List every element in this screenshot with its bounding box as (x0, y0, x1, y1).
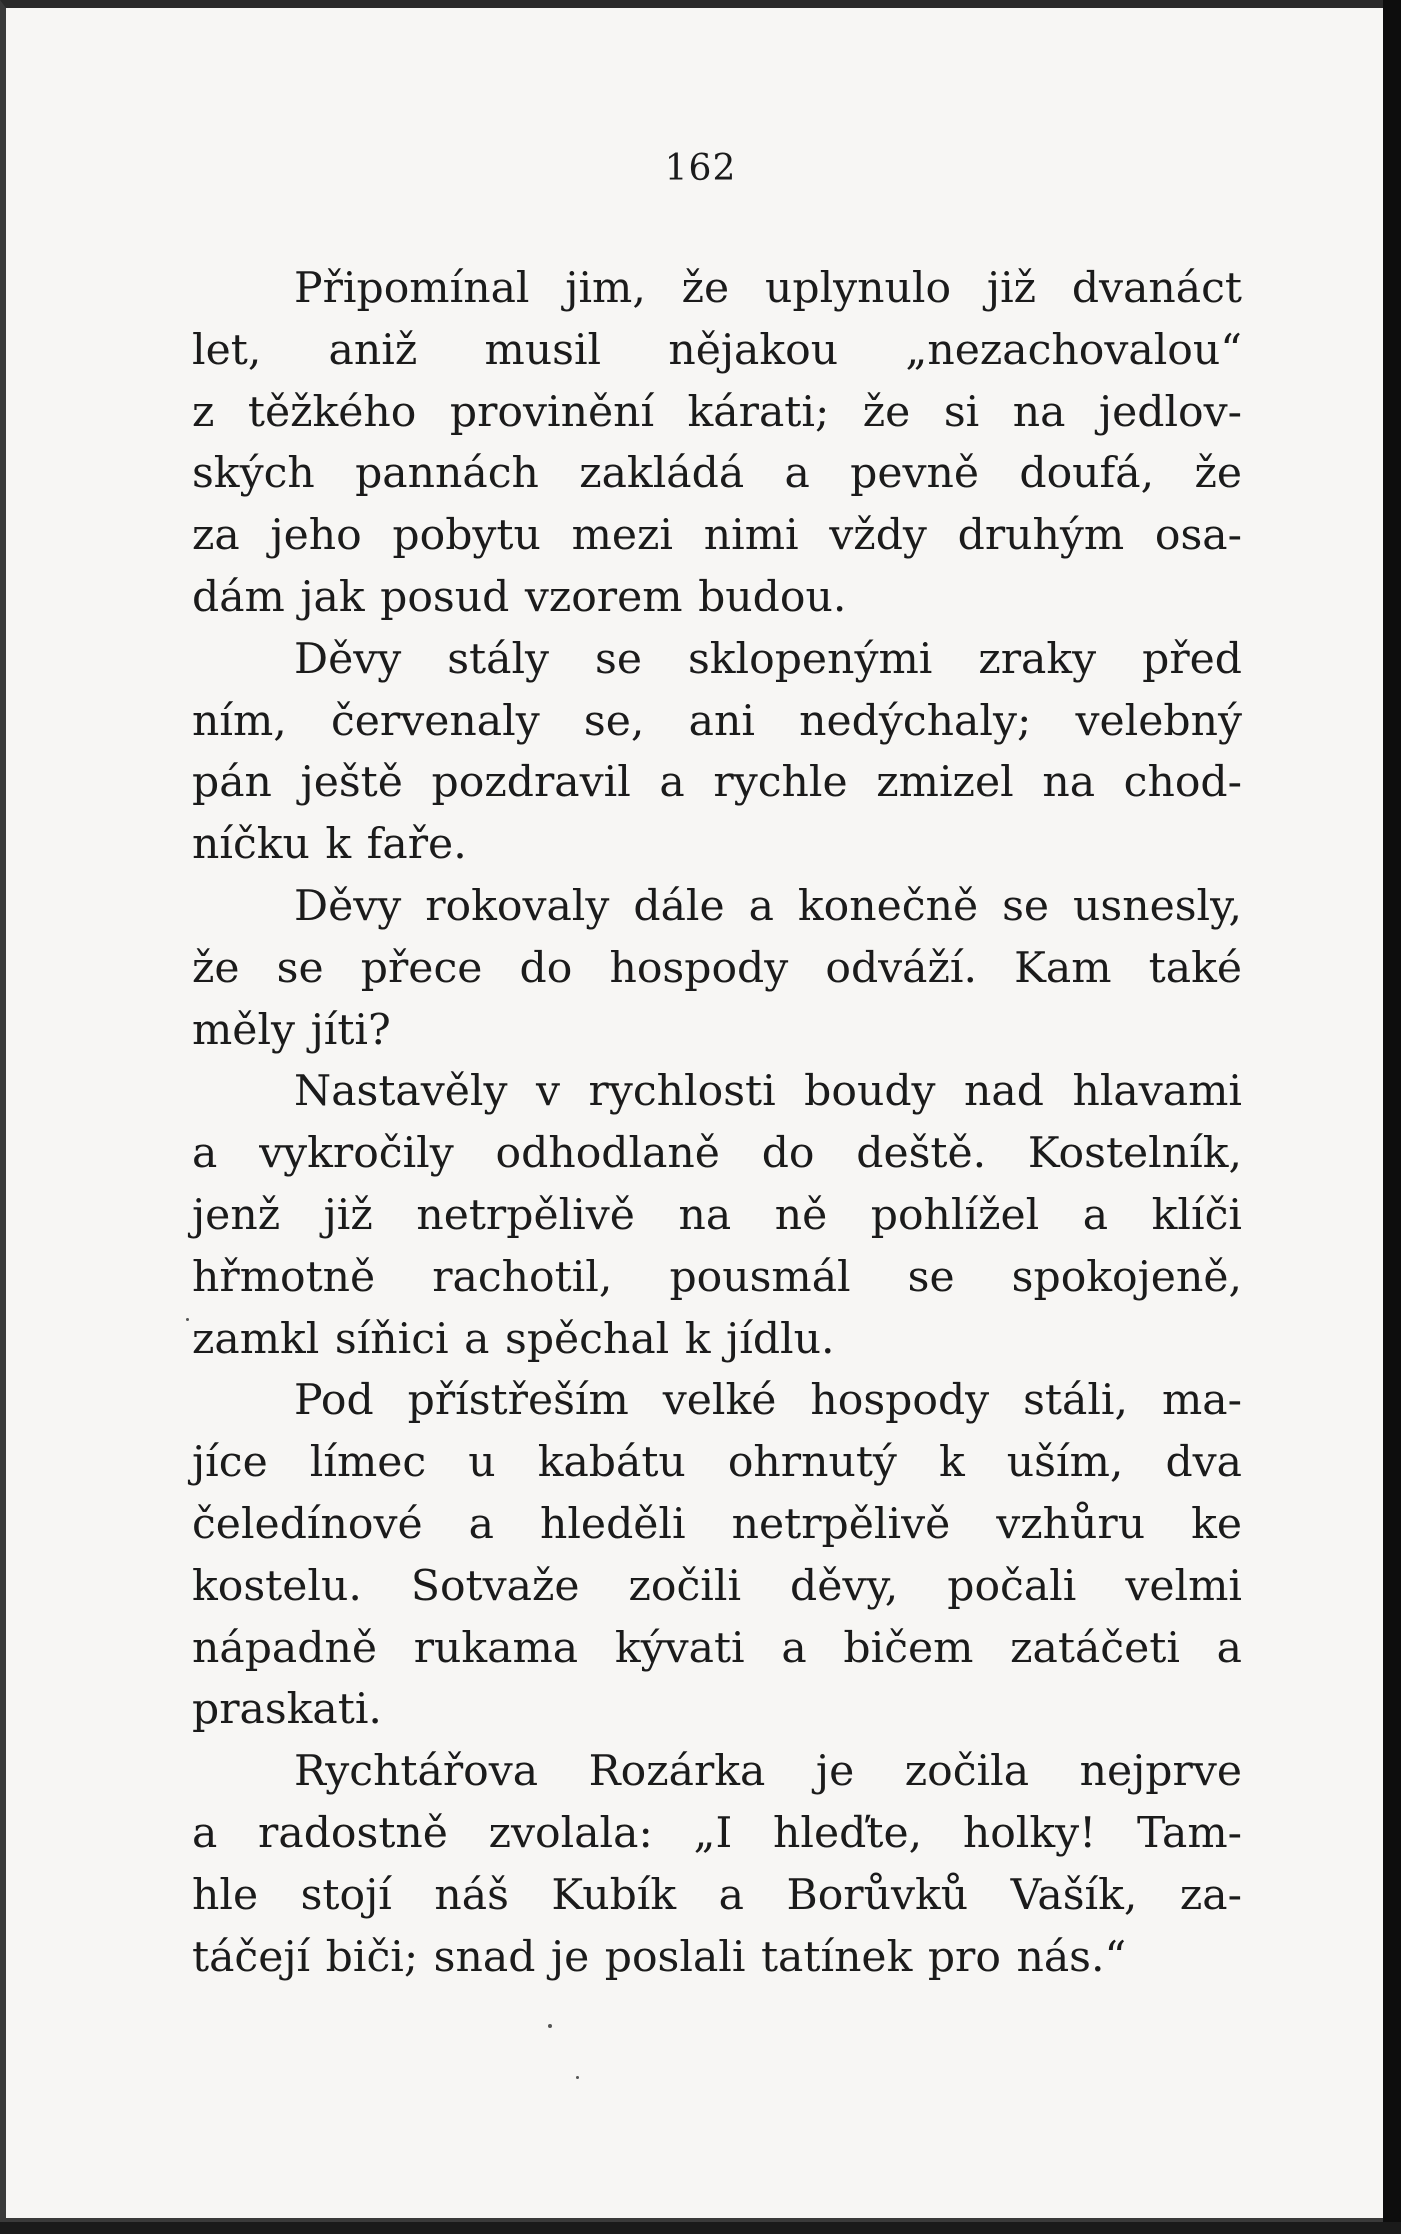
text-line: hle stojí náš Kubík a Borůvků Vašík, za- (192, 1870, 1242, 1920)
text-line: ských pannách zakládá a pevně doufá, že (192, 449, 1242, 499)
text-line: že se přece do hospody odváží. Kam také (192, 943, 1242, 993)
text-line: Rychtářova Rozárka je zočila nejprve (294, 1747, 1242, 1797)
print-speck (576, 2076, 579, 2079)
text-line: za jeho pobytu mezi nimi vždy druhým osa- (192, 511, 1242, 561)
text-line: hřmotně rachotil, pousmál se spokojeně, (192, 1252, 1242, 1302)
text-line: Připomínal jim, že uplynulo již dvanáct (294, 264, 1242, 313)
text-line: Děvy stály se sklopenými zraky před (294, 634, 1242, 684)
text-line: dám jak posud vzorem budou. (192, 572, 847, 622)
text-line: táčejí biči; snad je poslali tatínek pro nás.“ (192, 1932, 1127, 1982)
text-line: let, aniž musil nějakou „nezachovalou“ (192, 325, 1242, 375)
text-line: Děvy rokovaly dále a konečně se usnesly, (294, 881, 1242, 931)
text-line: pán ještě pozdravil a rychle zmizel na chod- (192, 758, 1242, 808)
text-line: a vykročily odhodlaně do deště. Kostelník, (192, 1129, 1242, 1179)
text-line: praskati. (192, 1685, 382, 1735)
text-line: měly jíti? (192, 1005, 391, 1055)
text-line: kostelu. Sotvaže zočili děvy, počali velmi (192, 1561, 1242, 1611)
text-line: nápadně rukama kývati a bičem zatáčeti a (192, 1623, 1242, 1673)
page-edge-bottom (0, 2222, 1401, 2234)
page-edge-right (1383, 0, 1401, 2234)
text-line: Pod přístřeším velké hospody stáli, ma- (294, 1376, 1242, 1426)
text-line: a radostně zvolala: „I hleďte, holky! Tam- (192, 1808, 1242, 1858)
text-line: jíce límec u kabátu ohrnutý k uším, dva (192, 1438, 1242, 1488)
text-line: z těžkého provinění kárati; že si na jedlov- (192, 387, 1242, 437)
text-line: Nastavěly v rychlosti boudy nad hlavami (294, 1067, 1242, 1117)
text-line: jenž již netrpělivě na ně pohlížel a klíči (192, 1190, 1242, 1240)
text-line: zamkl síňici a spěchal k jídlu. (192, 1314, 835, 1364)
print-speck (186, 1318, 189, 1321)
page-number: 162 (664, 148, 737, 189)
body-text (192, 258, 1242, 1988)
text-line: ním, červenaly se, ani nedýchaly; velebný (192, 696, 1242, 746)
text-line: níčku k faře. (192, 820, 467, 870)
text-line: čeledínové a hleděli netrpělivě vzhůru ke (192, 1499, 1242, 1549)
print-speck (548, 2024, 552, 2028)
